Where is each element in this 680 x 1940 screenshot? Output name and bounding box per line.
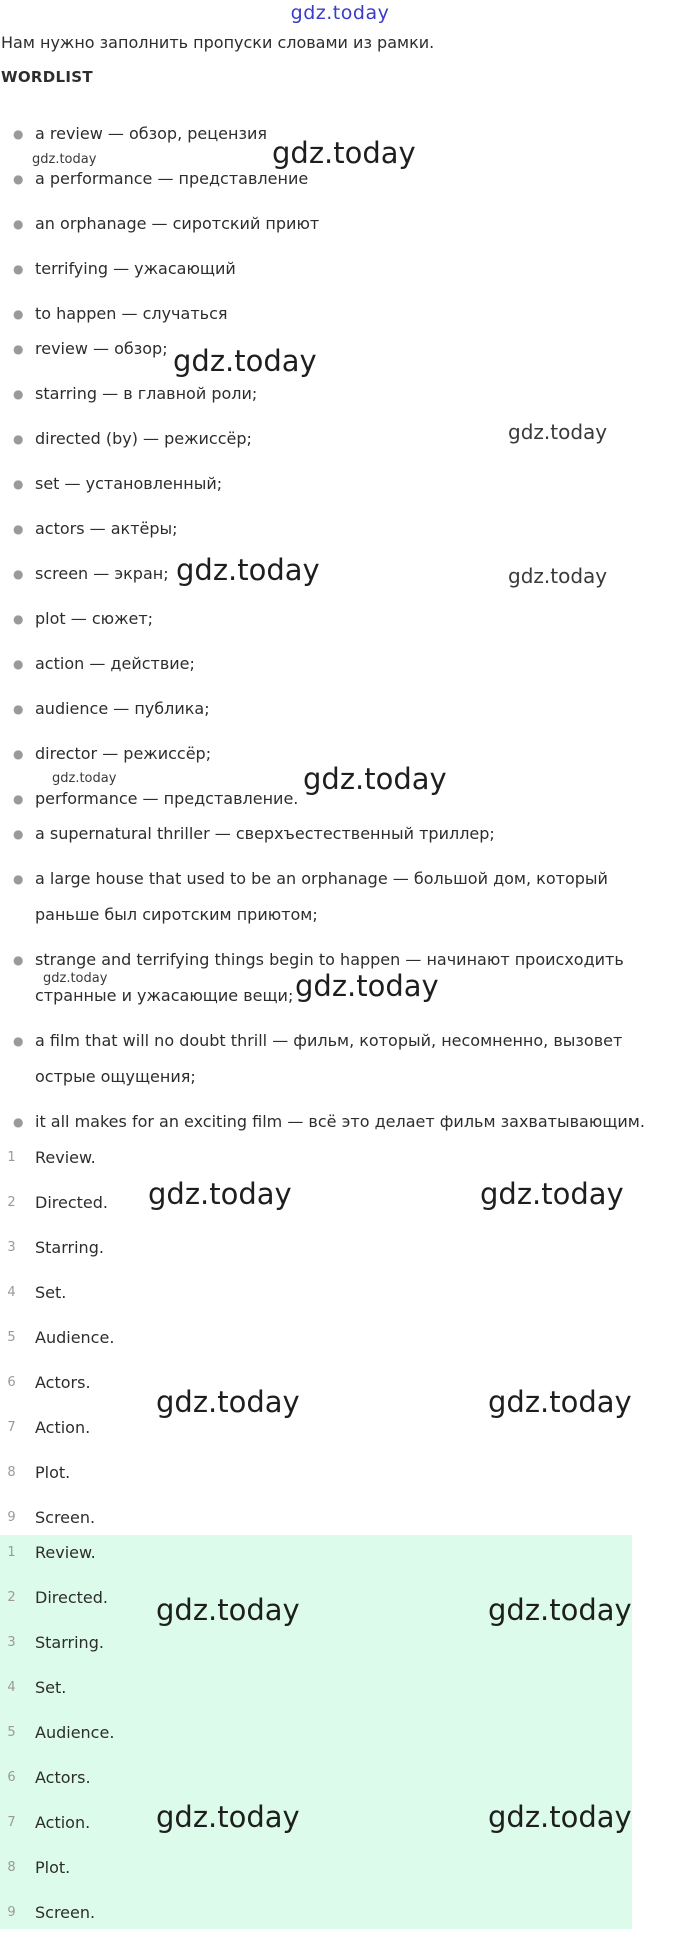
answer-row: 2 Directed. (7, 1193, 108, 1212)
watermark: gdz.today (488, 1385, 632, 1419)
answer-row: 3 Starring. (7, 1633, 104, 1652)
bullet-icon: ● (13, 827, 24, 841)
bullet-icon: ● (13, 612, 24, 626)
bullet-icon: ● (13, 307, 24, 321)
watermark: gdz.today (32, 152, 97, 167)
bullet-icon: ● (13, 1115, 24, 1129)
watermark: gdz.today (176, 553, 320, 587)
watermark: gdz.today (295, 969, 439, 1003)
bullet-icon: ● (13, 262, 24, 276)
bullet-icon: ● (13, 702, 24, 716)
watermark: gdz.today (52, 771, 117, 786)
answer-row: 2 Directed. (7, 1588, 108, 1607)
bullet-icon: ● (13, 792, 24, 806)
bullet-icon: ● (13, 432, 24, 446)
answer-row: 6 Actors. (7, 1768, 91, 1787)
answer-row: 9 Screen. (7, 1508, 96, 1527)
answer-row: 3 Starring. (7, 1238, 104, 1257)
bullet-icon: ● (13, 872, 24, 886)
answer-row: 6 Actors. (7, 1373, 91, 1392)
answer-row: 8 Plot. (7, 1858, 71, 1877)
watermark: gdz.today (480, 1177, 624, 1211)
bullet-icon: ● (13, 217, 24, 231)
wordlist-heading: WORDLIST (1, 68, 93, 86)
answer-row: 4 Set. (7, 1283, 67, 1302)
task-intro: Нам нужно заполнить пропуски словами из рамки. (1, 33, 435, 52)
watermark: gdz.today (508, 420, 608, 444)
answer-row: 7 Action. (7, 1813, 91, 1832)
watermark: gdz.today (488, 1800, 632, 1834)
watermark: gdz.today (488, 1593, 632, 1627)
bullet-icon: ● (13, 747, 24, 761)
answer-row: 1 Review. (7, 1148, 96, 1167)
answer-row: 5 Audience. (7, 1723, 115, 1742)
bullet-icon: ● (13, 1034, 24, 1048)
answer-row: 5 Audience. (7, 1328, 115, 1347)
bullet-icon: ● (13, 172, 24, 186)
watermark: gdz.today (156, 1593, 300, 1627)
bullet-icon: ● (13, 522, 24, 536)
watermark: gdz.today (156, 1385, 300, 1419)
bullet-icon: ● (13, 387, 24, 401)
watermark: gdz.today (43, 971, 108, 986)
answer-row: 9 Screen. (7, 1903, 96, 1922)
watermark: gdz.today (272, 136, 416, 170)
bullet-icon: ● (13, 657, 24, 671)
bullet-icon: ● (13, 953, 24, 967)
bullet-icon: ● (13, 477, 24, 491)
watermark: gdz.today (148, 1177, 292, 1211)
answer-row: 7 Action. (7, 1418, 91, 1437)
bullet-icon: ● (13, 127, 24, 141)
watermark: gdz.today (173, 344, 317, 378)
answer-row: 8 Plot. (7, 1463, 71, 1482)
answer-row: 1 Review. (7, 1543, 96, 1562)
watermark: gdz.today (156, 1800, 300, 1834)
watermark: gdz.today (508, 564, 608, 588)
answer-row: 4 Set. (7, 1678, 67, 1697)
bullet-icon: ● (13, 567, 24, 581)
bullet-icon: ● (13, 342, 24, 356)
watermark: gdz.today (303, 762, 447, 796)
site-logo[interactable]: gdz.today (290, 2, 390, 24)
